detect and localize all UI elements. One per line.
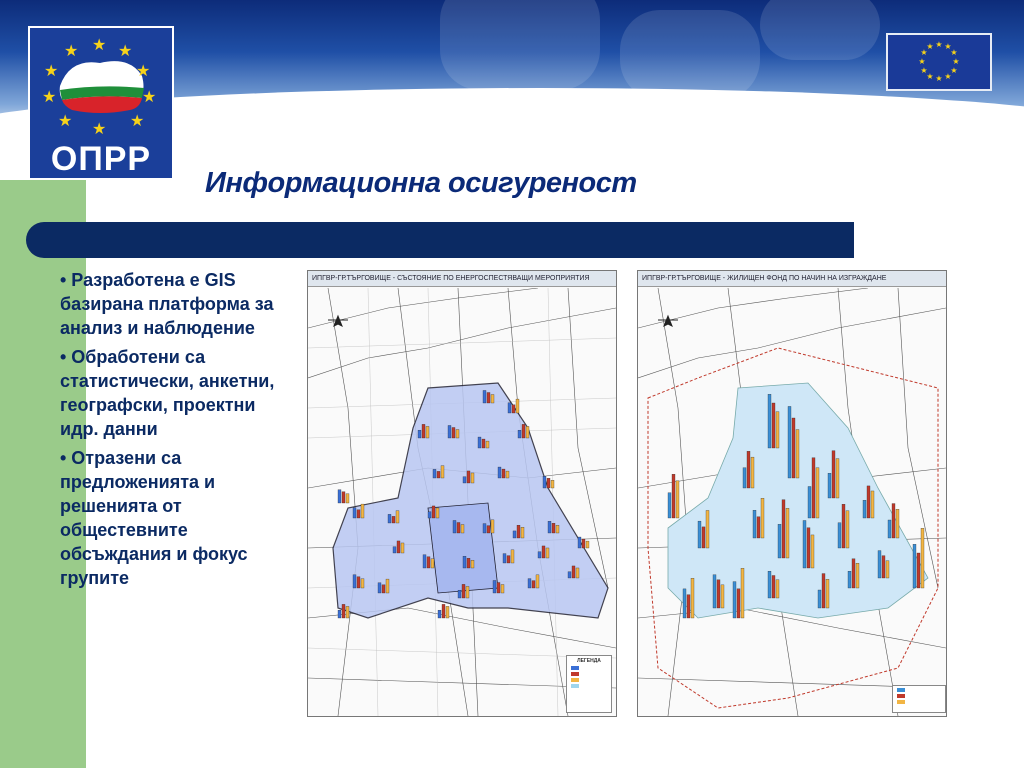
map-bar-marker	[747, 451, 750, 488]
map-bar-marker	[698, 521, 701, 548]
map-bar-marker	[467, 471, 470, 483]
map-bar-marker	[516, 399, 519, 413]
svg-text:★: ★	[920, 48, 928, 57]
map-bar-marker	[882, 556, 885, 578]
map-bar-marker	[546, 548, 549, 558]
slide-title: Информационна осигуреност	[205, 167, 637, 199]
map-bar-marker	[896, 509, 899, 538]
star-icon: ★	[64, 43, 79, 60]
map-bar-marker	[743, 468, 746, 488]
map-bar-marker	[772, 576, 775, 599]
svg-text:★: ★	[926, 42, 934, 51]
map-bar-marker	[528, 579, 531, 588]
map-graphic	[308, 288, 616, 716]
logo-text: ОПРР	[50, 140, 152, 178]
energy-efficiency-map	[307, 270, 617, 717]
logo-emblem	[30, 28, 172, 138]
map-bar-marker	[442, 604, 445, 618]
map-bar-marker	[578, 537, 581, 548]
map-bar-marker	[426, 426, 429, 438]
map-bar-marker	[846, 511, 849, 548]
map-graphic	[638, 288, 946, 716]
map-bar-marker	[683, 589, 686, 618]
map-bar-marker	[353, 575, 356, 588]
map-bar-marker	[538, 552, 541, 558]
star-icon: ★	[130, 113, 145, 130]
map-bar-marker	[463, 556, 466, 568]
map-bar-marker	[346, 494, 349, 503]
map-bar-marker	[776, 580, 779, 598]
map-bar-marker	[378, 583, 381, 593]
map-bar-marker	[487, 526, 490, 533]
svg-text:★: ★	[944, 42, 952, 51]
map-bar-marker	[483, 524, 486, 533]
map-bar-marker	[672, 474, 675, 518]
legend-swatch	[571, 666, 579, 670]
map-bar-marker	[808, 487, 811, 519]
map-bar-marker	[532, 581, 535, 588]
map-bar-marker	[361, 504, 364, 518]
map-bar-marker	[757, 517, 760, 538]
map-bar-marker	[668, 493, 671, 518]
map-bar-marker	[452, 428, 455, 439]
map-bar-marker	[361, 579, 364, 588]
map-bar-marker	[511, 550, 514, 563]
map-bar-marker	[792, 418, 795, 478]
eu-flag	[886, 33, 992, 91]
map-bar-marker	[536, 575, 539, 588]
map-legend	[892, 685, 946, 713]
map-bar-marker	[437, 471, 440, 478]
map-bar-marker	[803, 521, 806, 569]
map-bar-marker	[568, 572, 571, 578]
map-bar-marker	[706, 510, 709, 548]
map-bar-marker	[892, 504, 895, 538]
star-icon: ★	[42, 89, 57, 106]
map-bar-marker	[392, 516, 395, 523]
map-bar-marker	[441, 466, 444, 478]
map-bar-marker	[422, 424, 425, 438]
star-icon: ★	[44, 63, 59, 80]
map-bar-marker	[517, 525, 520, 538]
map-bar-marker	[493, 580, 496, 593]
map-bar-marker	[921, 528, 924, 588]
map-bar-marker	[388, 514, 391, 523]
map-bar-marker	[676, 481, 679, 518]
svg-text:★: ★	[918, 57, 926, 66]
map-bar-marker	[838, 523, 841, 548]
map-bar-marker	[717, 580, 720, 608]
map-bar-marker	[733, 582, 736, 618]
puzzle-shape	[440, 0, 600, 90]
svg-text:★: ★	[950, 66, 958, 75]
map-bar-marker	[812, 458, 815, 518]
bullet-item: • Разработена е GIS базирана платформа за анализ и наблюдение	[60, 270, 274, 338]
map-bar-marker	[456, 430, 459, 438]
compass-icon	[328, 316, 348, 326]
map-bar-marker	[702, 527, 705, 548]
map-bar-marker	[508, 403, 511, 413]
map-bar-marker	[836, 459, 839, 498]
map-bar-marker	[487, 393, 490, 404]
map-bar-marker	[863, 500, 866, 518]
map-bar-marker	[428, 512, 431, 518]
map-bar-marker	[471, 473, 474, 483]
map-bar-marker	[478, 437, 481, 448]
map-bar-marker	[491, 395, 494, 403]
star-icon: ★	[92, 37, 107, 54]
bullet-item: • Обработени са статистически, анкетни, географски, проектни идр. данни	[60, 347, 275, 439]
map-bar-marker	[501, 585, 504, 593]
map-bar-marker	[721, 585, 724, 608]
map-bar-marker	[782, 500, 785, 558]
map-bar-marker	[871, 491, 874, 518]
map-bar-marker	[396, 511, 399, 523]
svg-text:★: ★	[950, 48, 958, 57]
map-bar-marker	[852, 559, 855, 588]
star-icon: ★	[92, 121, 107, 138]
map-bar-marker	[397, 541, 400, 553]
map-bar-marker	[486, 441, 489, 448]
eu-stars-icon	[888, 35, 990, 89]
map-bar-marker	[788, 406, 791, 478]
map-bar-marker	[483, 390, 486, 403]
map-bar-marker	[513, 531, 516, 538]
map-bar-marker	[467, 558, 470, 568]
map-bar-marker	[822, 574, 825, 608]
svg-text:★: ★	[944, 72, 952, 81]
map-bar-marker	[357, 510, 360, 518]
map-bar-marker	[888, 520, 891, 538]
map-bar-marker	[551, 480, 554, 488]
map-bar-marker	[433, 469, 436, 478]
map-bar-marker	[548, 521, 551, 533]
map-bar-marker	[457, 523, 460, 534]
map-bar-marker	[761, 498, 764, 538]
map-bar-marker	[507, 556, 510, 563]
map-bar-marker	[786, 508, 789, 558]
map-bar-marker	[848, 571, 851, 588]
map-bar-marker	[497, 583, 500, 594]
map-bar-marker	[552, 523, 555, 533]
map-bar-marker	[586, 541, 589, 548]
map-bar-marker	[713, 575, 716, 608]
map-bar-marker	[436, 508, 439, 518]
map-bar-marker	[466, 586, 469, 598]
map-bar-marker	[543, 476, 546, 488]
bullet-list	[60, 268, 288, 595]
map-bar-marker	[778, 524, 781, 558]
map-bar-marker	[502, 469, 505, 478]
map-bar-marker	[491, 520, 494, 533]
puzzle-shape	[620, 10, 760, 100]
legend-swatch	[571, 678, 579, 682]
map-bar-marker	[423, 555, 426, 568]
svg-text:★: ★	[935, 40, 943, 49]
map-bar-marker	[807, 528, 810, 568]
map-bar-marker	[446, 606, 449, 618]
map-bar-marker	[572, 566, 575, 578]
map-bar-marker	[418, 430, 421, 438]
map-bar-marker	[427, 557, 430, 568]
puzzle-shape	[760, 0, 880, 60]
star-icon: ★	[142, 89, 157, 106]
map-bar-marker	[878, 551, 881, 578]
map-bar-marker	[776, 412, 779, 448]
map-bar-marker	[393, 547, 396, 553]
map-bar-marker	[462, 584, 465, 598]
legend-swatch	[897, 700, 905, 704]
map-bar-marker	[346, 606, 349, 618]
map-bar-marker	[453, 520, 456, 533]
star-icon: ★	[58, 113, 73, 130]
map-bar-marker	[338, 610, 341, 618]
map-bar-marker	[856, 563, 859, 588]
legend-title: ЛЕГЕНДА	[577, 658, 601, 664]
map-bar-marker	[431, 559, 434, 568]
map-bar-marker	[482, 439, 485, 448]
housing-stock-map	[637, 270, 947, 717]
svg-text:★: ★	[952, 57, 960, 66]
map-bar-marker	[913, 544, 916, 588]
map-bar-marker	[842, 504, 845, 548]
map-bar-marker	[556, 525, 559, 533]
svg-text:★: ★	[920, 66, 928, 75]
map-bar-marker	[753, 510, 756, 538]
map-bar-marker	[448, 425, 451, 438]
map-bar-marker	[886, 561, 889, 578]
map-bar-marker	[582, 539, 585, 548]
map-bar-marker	[342, 604, 345, 618]
star-icon: ★	[118, 43, 133, 60]
map-bar-marker	[811, 535, 814, 568]
map-bar-marker	[768, 394, 771, 448]
map-bar-marker	[521, 527, 524, 538]
map-bar-marker	[518, 430, 521, 438]
map-bar-marker	[917, 553, 920, 588]
map-bar-marker	[818, 590, 821, 608]
map-bar-marker	[503, 554, 506, 563]
map-bar-marker	[432, 506, 435, 518]
title-underline-bar	[26, 222, 854, 258]
map-bar-marker	[498, 467, 501, 478]
map-bar-marker	[796, 430, 799, 478]
svg-text:★: ★	[926, 72, 934, 81]
legend-swatch	[571, 672, 579, 676]
legend-swatch	[897, 694, 905, 698]
map-bar-marker	[522, 424, 525, 438]
map-bar-marker	[471, 560, 474, 568]
map-bar-marker	[547, 478, 550, 488]
map-bar-marker	[338, 490, 341, 503]
legend-swatch	[571, 684, 579, 688]
map-bar-marker	[386, 579, 389, 593]
map-bar-marker	[463, 477, 466, 483]
map-bar-marker	[461, 525, 464, 533]
map-bar-marker	[353, 508, 356, 518]
map-bar-marker	[816, 468, 819, 518]
map-title: ИПГВР-ГР.ТЪРГОВИЩЕ - ЖИЛИЩЕН ФОНД ПО НАЧИН НА ИЗГРАЖДАНЕ	[638, 271, 946, 287]
map-bar-marker	[438, 610, 441, 618]
map-bar-marker	[576, 568, 579, 578]
map-bar-marker	[832, 451, 835, 498]
map-bar-marker	[691, 578, 694, 618]
map-bar-marker	[826, 579, 829, 608]
map-bar-marker	[512, 405, 515, 413]
legend-swatch	[897, 688, 905, 692]
map-bar-marker	[751, 457, 754, 488]
map-bar-marker	[342, 492, 345, 503]
map-bar-marker	[458, 590, 461, 598]
map-bar-marker	[768, 571, 771, 598]
map-bar-marker	[542, 546, 545, 558]
map-legend	[566, 655, 612, 713]
oprr-logo	[28, 26, 174, 180]
svg-text:★: ★	[935, 74, 943, 83]
map-bar-marker	[506, 471, 509, 478]
map-bar-marker	[401, 543, 404, 553]
map-title: ИПГВР-ГР.ТЪРГОВИЩЕ - СЪСТОЯНИЕ ПО ЕНЕРГОСПЕСТЯВАЩИ МЕРОПРИЯТИЯ	[308, 271, 616, 287]
bullet-item: • Отразени са предложенията и решенията от общестевните обсъждания и фокус групите	[60, 448, 248, 588]
map-bar-marker	[357, 577, 360, 588]
compass-icon	[658, 316, 678, 326]
map-bar-marker	[382, 585, 385, 593]
map-bar-marker	[526, 426, 529, 438]
star-icon: ★	[136, 63, 151, 80]
map-bar-marker	[737, 589, 740, 618]
map-bar-marker	[687, 595, 690, 618]
map-bar-marker	[772, 403, 775, 448]
map-bar-marker	[741, 568, 744, 618]
map-bar-marker	[828, 473, 831, 498]
map-bar-marker	[867, 486, 870, 518]
